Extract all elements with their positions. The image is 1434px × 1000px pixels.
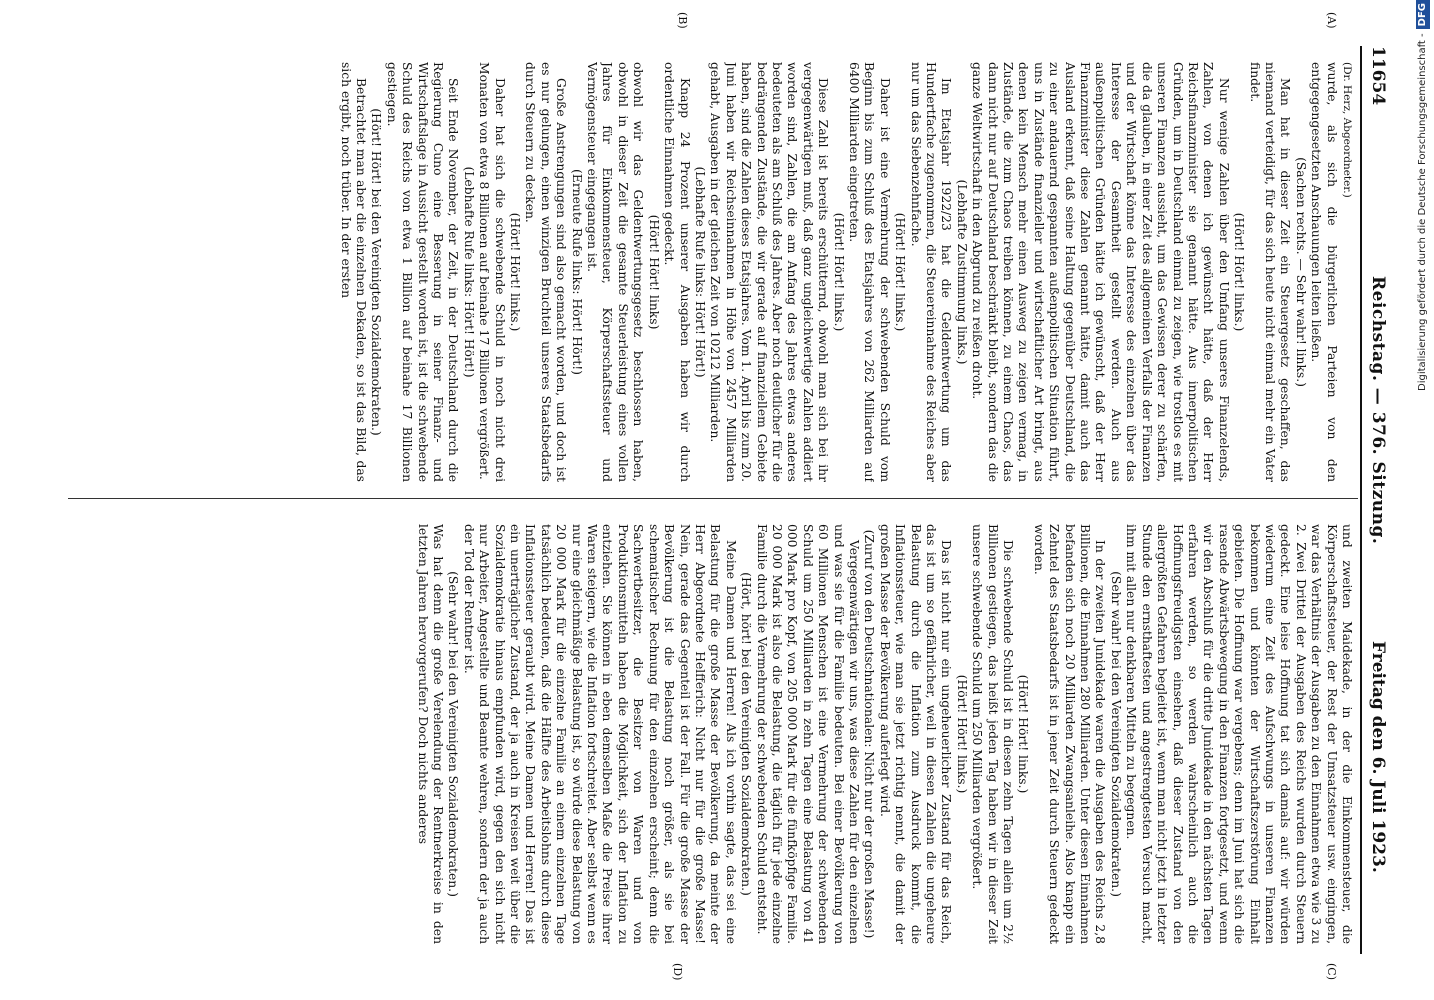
interjection: (Hört! Hört! links.) (831, 212, 846, 332)
paragraph: Das ist nicht nur ein ungeheuerlicher Zustand für das Reich, das ist um so gefährlicher, weil in diesen Zahlen die ungeheure Belastung durch die Inflation zum Ausdruck kommt, die Inflationssteuer, wie man sie jetzt richtig nennt, die damit der großen Masse der Bevölkerung auferlegt wird. (877, 524, 954, 944)
paragraph: Die schwebende Schuld ist in diesen zehn Tagen allein um 2½ Billionen gestiegen, das heißt jeden Tag haben wir in dieser Zeit unsere schwebende Schuld um 250 Milliarden vergrößert. (970, 524, 1016, 944)
digitization-credit-text: Digitalisierung gefördert durch die Deutsche Forschungsgemeinschaft - (1417, 33, 1428, 391)
paragraph: Im Etatsjahr 1922/23 hat die Geldentwertung um das Hundertfache zugenommen, die Steuereinnahme des Reiches aber nur um das Siebenzehnfache. (908, 62, 954, 482)
paragraph: Nur wenige Zahlen über den Umfang unseres Finanzelends, Zahlen, von denen ich gewünscht hätte, daß der Herr Reichsfinanzminister sie genannt hätte. Aus innerpolitischen Gründen, um in Deutschland einmal zu zeigen, wie trostlos es mit unseren Finanzen aussieht, um das Gewissen derer zu schärfen, die da glauben, in einer Zeit des allgemeinen Verfalls der Finanzen und der Wirtschaft könne das Interesse des einzelnen über das Interesse der Gesamtheit gestellt werden. Auch aus außenpolitischen Gründen hätte ich gewünscht, daß der Herr Finanzminister diese Zahlen genannt hätte, damit auch das Ausland erkennt, daß seine Haltung gegenüber Deutschland, die zu einer andauernd gespannten außenpolitischen Situation führt, uns in Zustände finanzieller und wirtschaftlicher Art bringt, aus denen kein Mensch mehr einen Ausweg zu zeigen vermag, in Zustände, die zum Chaos treiben können, zu einem Chaos, das dann nicht nur auf Deutschland beschränkt bleibt, sondern das die ganze Weltwirtschaft in den Abgrund zu reißen droht. (970, 62, 1231, 482)
right-column (64, 524, 1354, 944)
interjection: (Hört! Hört! links.) (1016, 674, 1031, 794)
paragraph: Seit Ende November, der Zeit, in der Deutschland durch die Regierung Cuno eine Besserung in seiner Finanz- und Wirtschaftslage in Aussicht gestellt worden ist, ist die schwebende Schuld des Reichs von etwa 1 Billion auf beinahe 17 Billionen gestiegen. (384, 62, 461, 482)
margin-letter-c: (C) (1325, 963, 1338, 980)
left-column (64, 62, 1354, 482)
interjection: (Zuruf von den Deutschnationalen: Nicht nur der großen Masse!) (862, 529, 877, 939)
interjection: (Hört! Hört! links.) (1232, 212, 1247, 332)
dfg-logo: DFG (1416, 0, 1430, 29)
paragraph: und zweiten Maidekade, in der die Einkommensteuer, die Körperschaftssteuer, der Rest der Umsatzsteuer usw. eingingen, war das Verhältnis der Ausgaben zu den Einnahmen etwa wie 3 zu 2. Zwei Drittel der Ausgaben des Reichs wurden durch Steuern gedeckt. Eine leise Hoffnung tat sich damals auf: wir würden wiederum eine Zeit des Aufschwungs in unseren Finanzen bekommen und könnten der Wirtschaftszerstörung Einhalt gebieten. Die Hoffnung war vergebens; denn im Juni hat sich die rasende Abwärtsbewegung in den Finanzen fortgesetzt, und wenn wir den Abschluß für die dritte Junidekade in den nächsten Tagen erfahren werden, so werden wahrscheinlich auch die Hoffnungsfreudigsten einsehen, daß dieser Zustand von den allergrößten Gefahren begleitet ist, wenn man nicht jetzt in letzter Stunde den ernsthaftesten und angestrengtesten Versuch macht, ihm mit allen nur denkbaren Mitteln zu begegnen. (1124, 524, 1354, 944)
interjection: (Lebhafte Zustimmung links.) (954, 179, 969, 365)
paragraph: Betrachtet man aber die einzelnen Dekaden, so ist das Bild, das sich ergibt, noch trüber. In der ersten (338, 62, 368, 482)
interjection: (Sehr wahr! bei den Vereinigten Sozialdemokraten.) (1108, 571, 1123, 897)
interjection: (Hört! Hört! links.) (954, 674, 969, 794)
interjection: (Sachen rechts. — Sehr wahr! links.) (1293, 157, 1308, 387)
paragraph: Vergegenwärtigen wir uns, was diese Zahlen für den einzelnen und was sie für die Familie bedeuten. Bei einer Bevölkerung von 60 Millionen Menschen ist eine Vermehrung der schwebenden Schuld um 250 Milliarden in zehn Tagen eine Belastung von 41 000 Mark pro Kopf, von 205 000 Mark für die fünfköpfige Familie. 20 000 Mark ist also die Belastung, die täglich für jede einzelne Familie durch die Vermehrung der schwebenden Schuld entsteht. (754, 524, 861, 944)
interjection: (Sehr wahr! bei den Vereinigten Sozialdemokraten.) (446, 571, 461, 897)
paragraph: Daher hat sich die schwebende Schuld in noch nicht drei Monaten von etwa 8 Billionen auf beinahe 17 Billionen vergrößert. (477, 62, 507, 482)
paragraph: Diese Zahl ist bereits erschütternd, obwohl man sich bei ihr vergegenwärtigen muß, daß ganz ungleichwertige Zahlen addiert worden sind, Zahlen, die am Anfang des Jahres etwas anderes bedeuteten als am Schluß des Jahres. Aber noch deutlicher für die bedrängenden Zustände, die wir gerade auf finanziellem Gebiete haben, sind die Zahlen dieses Etatsjahres. Vom 1. April bis zum 20. Juni haben wir Reichseinnahmen in Höhe von 2457 Milliarden gehabt, Ausgaben in der gleichen Zeit von 10212 Milliarden. (708, 62, 831, 482)
digitization-credit-strip (1412, 0, 1434, 1000)
margin-letter-d: (D) (671, 963, 684, 981)
interjection: (Hört, hört! bei den Vereinigten Sozialdemokraten.) (739, 572, 754, 896)
paragraph: obwohl wir das Geldentwertungsgesetz beschlossen haben, obwohl in dieser Zeit die gesamte Steuerleistung eines vollen Jahres für Einkommensteuer, Körperschaftssteuer und Vermögensteuer eingegangen ist. (585, 62, 646, 482)
margin-letter-b: (B) (676, 12, 689, 29)
speaker-label: (Dr. Herz, Abgeordneter.) (1341, 62, 1353, 198)
margin-letter-a: (A) (1325, 12, 1338, 29)
interjection: (Hört! Hört! links) (646, 214, 661, 330)
page-header (1362, 46, 1392, 954)
paragraph: wurde, als sich die bürgerlichen Parteien von den entgegengesetzten Anschauungen leiten ließen. (1309, 62, 1339, 482)
paragraph: Was hat denn die große Verelendung der Rentnerkreise in den letzten Jahren hervorgerufen? Doch nichts anderes (415, 524, 446, 944)
session-title: Reichstag. — 376. Sitzung. (1368, 276, 1388, 545)
paragraph: Man hat in dieser Zeit ein Steuergesetz geschaffen, das niemand verteidigt, für das sich heute nicht einmal mehr ein Vater findet. (1247, 62, 1293, 482)
paragraph: Meine Damen und Herren! Als ich vorhin sagte, das sei eine Belastung für die große Masse der Bevölkerung, da meinte der Herr Abgeordnete Helfferich: Nicht nur für die große Masse! Nein, gerade das Gegenteil ist der Fall. Für die große Masse der Bevölkerung ist die Belastung noch größer, als sie bei schematischer Rechnung für den einzelnen erscheint; denn die Sachwertbesitzer, die Besitzer von Waren und von Produktionsmitteln haben die Möglichkeit, sich der Inflation zu entziehen. Sie können in eben demselben Maße die Preise ihrer Waren steigern, wie die Inflation fortschreitet. Aber selbst wenn es nur eine gleichmäßige Belastung ist, so würde diese Belastung von 20 000 Mark für die einzelne Familie an einem einzelnen Tage tatsächlich bedeuten, daß die Hälfte des Arbeitslohns durch diese Inflationssteuer geraubt wird. Meine Damen und Herren! Das ist ein unerträglicher Zustand, der ja auch in Kreisen weit über die Sozialdemokratie hinaus empfunden wird, gegen den sich nicht nur Arbeiter, Angestellte und Beamte wehren, sondern der ja auch der Tod der Rentner ist. (461, 524, 738, 944)
paragraph: Große Anstrengungen sind also gemacht worden, und doch ist es nur gelungen, einen winzigen Bruchteil unseres Staatsbedarfs durch Steuern zu decken. (523, 62, 569, 482)
interjection: (Lebhafte Rufe links: Hört! Hört!) (692, 166, 707, 378)
column-divider (68, 498, 1358, 499)
paragraph: Daher ist eine Vermehrung der schwebenden Schuld vom Beginn bis zum Schluß des Etatsjahres von 262 Milliarden auf 6400 Milliarden eingetreten. (847, 62, 892, 482)
header-rule (1360, 46, 1362, 954)
session-date: Freitag den 6. Juli 1923. (1368, 641, 1388, 873)
paragraph: Knapp 24 Prozent unserer Ausgaben haben wir durch ordentliche Einnahmen gedeckt. (662, 62, 692, 482)
paragraph: In der zweiten Junidekade waren die Ausgaben des Reichs 2,8 Billionen, die Einnahmen 280 Milliarden. Unter diesen Einnahmen befanden sich noch 20 Milliarden Zwangsanleihe. Also knapp ein Zehntel des Staatsbedarfs ist in jener Zeit durch Steuern gedeckt worden. (1031, 524, 1108, 944)
interjection: (Lebhafte Rufe links: Hört! Hört!) (461, 166, 476, 378)
digitization-credit (1412, 0, 1434, 1000)
interjection: (Erneute Rufe links: Hört! Hört!) (569, 169, 584, 375)
interjection: (Hört! Hört! links.) (893, 212, 908, 332)
interjection: (Hört! Hört! links.) (508, 212, 523, 332)
page-number: 11654 (1368, 46, 1388, 106)
rotated-document-page (34, 0, 1434, 1000)
interjection: (Hört! Hört! bei den Vereinigten Sozialdemokraten.) (369, 108, 384, 436)
